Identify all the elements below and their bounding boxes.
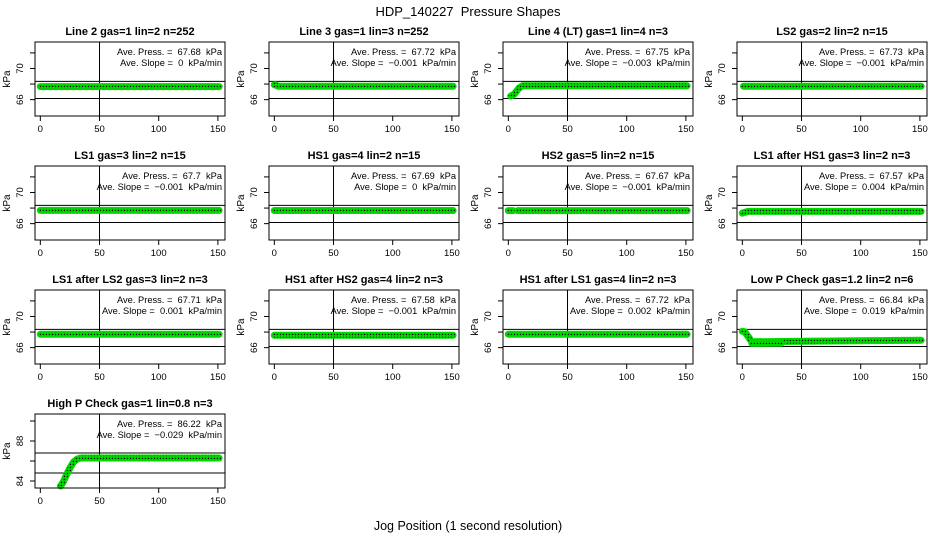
annotation-ave-slope: Ave. Slope = 0 kPa/min bbox=[120, 58, 222, 68]
x-tick-label: 100 bbox=[150, 496, 167, 507]
y-tick-label: 70 bbox=[483, 311, 494, 322]
panel-cell bbox=[468, 146, 702, 270]
x-tick-label: 50 bbox=[562, 124, 573, 135]
y-axis-title: kPa bbox=[2, 442, 13, 460]
panel-title: LS1 after HS1 gas=3 lin=2 n=3 bbox=[753, 150, 911, 162]
pressure-panel bbox=[0, 394, 234, 518]
pressure-panel bbox=[234, 146, 468, 270]
y-axis-title: kPa bbox=[2, 318, 13, 336]
data-series-dots bbox=[511, 86, 687, 96]
annotation-ave-slope: Ave. Slope = −0.001 kPa/min bbox=[96, 182, 222, 192]
x-tick-label: 50 bbox=[94, 496, 105, 507]
panel-cell bbox=[0, 270, 234, 394]
x-tick-label: 150 bbox=[209, 496, 226, 507]
x-tick-label: 50 bbox=[94, 372, 105, 383]
x-tick-label: 0 bbox=[739, 248, 745, 259]
x-tick-label: 50 bbox=[94, 124, 105, 135]
panel-cell bbox=[702, 146, 936, 270]
panel-title: Line 2 gas=1 lin=2 n=252 bbox=[65, 26, 195, 38]
panel-title: HS1 after HS2 gas=4 lin=2 n=3 bbox=[284, 274, 444, 286]
pressure-panel bbox=[0, 270, 234, 394]
panel-cell bbox=[234, 146, 468, 270]
panel-title: LS1 gas=3 lin=2 n=15 bbox=[74, 150, 186, 162]
x-tick-label: 150 bbox=[443, 124, 460, 135]
pressure-panel bbox=[702, 270, 936, 394]
y-tick-label: 66 bbox=[717, 218, 728, 229]
x-tick-label: 150 bbox=[677, 372, 694, 383]
x-tick-label: 50 bbox=[796, 124, 807, 135]
x-tick-label: 0 bbox=[271, 248, 277, 259]
annotation-ave-press: Ave. Press. = 67.71 kPa bbox=[117, 295, 222, 305]
x-tick-label: 50 bbox=[562, 248, 573, 259]
y-tick-label: 66 bbox=[15, 342, 26, 353]
x-tick-label: 100 bbox=[618, 372, 635, 383]
y-tick-label: 66 bbox=[249, 218, 260, 229]
pressure-panel bbox=[234, 22, 468, 146]
y-axis-title: kPa bbox=[470, 318, 481, 336]
pressure-panel bbox=[702, 22, 936, 146]
x-tick-label: 150 bbox=[911, 248, 928, 259]
y-tick-label: 84 bbox=[15, 475, 26, 487]
y-axis-title: kPa bbox=[704, 70, 715, 88]
panel-cell bbox=[702, 270, 936, 394]
annotation-ave-press: Ave. Press. = 67.72 kPa bbox=[585, 295, 690, 305]
panel-grid bbox=[0, 22, 936, 518]
y-axis-title: kPa bbox=[470, 194, 481, 212]
pressure-panel bbox=[0, 146, 234, 270]
x-tick-label: 150 bbox=[443, 372, 460, 383]
annotation-ave-press: Ave. Press. = 67.69 kPa bbox=[351, 171, 456, 181]
annotation-ave-press: Ave. Press. = 86.22 kPa bbox=[117, 419, 222, 429]
y-tick-label: 88 bbox=[15, 435, 26, 447]
panel-title: Low P Check gas=1.2 lin=2 n=6 bbox=[750, 274, 914, 286]
annotation-ave-press: Ave. Press. = 66.84 kPa bbox=[819, 295, 924, 305]
annotation-ave-press: Ave. Press. = 67.72 kPa bbox=[351, 47, 456, 57]
y-tick-label: 70 bbox=[483, 63, 494, 74]
x-tick-label: 50 bbox=[796, 372, 807, 383]
x-tick-label: 50 bbox=[328, 124, 339, 135]
x-tick-label: 150 bbox=[209, 372, 226, 383]
x-tick-label: 100 bbox=[384, 372, 401, 383]
y-axis-title: kPa bbox=[704, 318, 715, 336]
y-tick-label: 70 bbox=[249, 311, 260, 322]
y-tick-label: 70 bbox=[249, 187, 260, 198]
y-tick-label: 66 bbox=[483, 218, 494, 229]
panel-title: Line 4 (LT) gas=1 lin=4 n=3 bbox=[527, 26, 669, 38]
x-tick-label: 150 bbox=[443, 248, 460, 259]
annotation-ave-slope: Ave. Slope = 0.004 kPa/min bbox=[804, 182, 924, 192]
panel-title: High P Check gas=1 lin=0.8 n=3 bbox=[47, 398, 213, 410]
annotation-ave-slope: Ave. Slope = −0.001 kPa/min bbox=[330, 306, 456, 316]
annotation-ave-slope: Ave. Slope = −0.001 kPa/min bbox=[330, 58, 456, 68]
panel-cell bbox=[468, 270, 702, 394]
x-tick-label: 150 bbox=[911, 372, 928, 383]
y-tick-label: 70 bbox=[249, 63, 260, 74]
x-tick-label: 0 bbox=[37, 248, 43, 259]
y-tick-label: 66 bbox=[717, 342, 728, 353]
panel-cell bbox=[468, 22, 702, 146]
pressure-panel bbox=[468, 270, 702, 394]
x-tick-label: 100 bbox=[150, 124, 167, 135]
annotation-ave-press: Ave. Press. = 67.58 kPa bbox=[351, 295, 456, 305]
pressure-panel bbox=[0, 22, 234, 146]
panel-title: HS1 after LS1 gas=4 lin=2 n=3 bbox=[519, 274, 677, 286]
y-tick-label: 70 bbox=[717, 63, 728, 74]
annotation-ave-press: Ave. Press. = 67.73 kPa bbox=[819, 47, 924, 57]
pressure-panel bbox=[234, 270, 468, 394]
x-axis-label: Jog Position (1 second resolution) bbox=[373, 519, 563, 533]
x-tick-label: 0 bbox=[271, 372, 277, 383]
y-axis-title: kPa bbox=[236, 70, 247, 88]
x-tick-label: 0 bbox=[37, 496, 43, 507]
annotation-ave-slope: Ave. Slope = −0.001 kPa/min bbox=[798, 58, 924, 68]
x-tick-label: 150 bbox=[209, 124, 226, 135]
x-tick-label: 50 bbox=[796, 248, 807, 259]
x-tick-label: 100 bbox=[852, 372, 869, 383]
x-tick-label: 150 bbox=[677, 248, 694, 259]
panel-title: Line 3 gas=1 lin=3 n=252 bbox=[299, 26, 429, 38]
x-tick-label: 150 bbox=[677, 124, 694, 135]
x-tick-label: 0 bbox=[505, 372, 511, 383]
x-tick-label: 100 bbox=[150, 248, 167, 259]
x-tick-label: 50 bbox=[328, 248, 339, 259]
pressure-panel bbox=[468, 146, 702, 270]
y-tick-label: 66 bbox=[249, 94, 260, 105]
y-tick-label: 70 bbox=[15, 63, 26, 74]
x-tick-label: 0 bbox=[739, 124, 745, 135]
x-tick-label: 100 bbox=[384, 248, 401, 259]
data-series-dots bbox=[274, 85, 453, 87]
x-tick-label: 50 bbox=[94, 248, 105, 259]
y-tick-label: 70 bbox=[15, 187, 26, 198]
x-tick-label: 50 bbox=[328, 372, 339, 383]
y-tick-label: 66 bbox=[717, 94, 728, 105]
x-tick-label: 0 bbox=[505, 124, 511, 135]
y-axis-title: kPa bbox=[236, 318, 247, 336]
annotation-ave-press: Ave. Press. = 67.75 kPa bbox=[585, 47, 690, 57]
annotation-ave-slope: Ave. Slope = −0.001 kPa/min bbox=[564, 182, 690, 192]
y-axis-title: kPa bbox=[236, 194, 247, 212]
y-tick-label: 70 bbox=[483, 187, 494, 198]
panel-cell bbox=[0, 22, 234, 146]
x-tick-label: 100 bbox=[852, 248, 869, 259]
x-tick-label: 50 bbox=[562, 372, 573, 383]
x-tick-label: 100 bbox=[150, 372, 167, 383]
y-tick-label: 66 bbox=[15, 94, 26, 105]
y-tick-label: 66 bbox=[249, 342, 260, 353]
annotation-ave-slope: Ave. Slope = 0.002 kPa/min bbox=[570, 306, 690, 316]
y-axis-title: kPa bbox=[2, 70, 13, 88]
panel-cell bbox=[0, 394, 234, 518]
annotation-ave-press: Ave. Press. = 67.68 kPa bbox=[117, 47, 222, 57]
panel-cell bbox=[0, 146, 234, 270]
panel-title: LS2 gas=2 lin=2 n=15 bbox=[776, 26, 888, 38]
x-tick-label: 0 bbox=[37, 124, 43, 135]
x-tick-label: 100 bbox=[384, 124, 401, 135]
y-axis-title: kPa bbox=[2, 194, 13, 212]
panel-cell bbox=[702, 22, 936, 146]
annotation-ave-press: Ave. Press. = 67.67 kPa bbox=[585, 171, 690, 181]
pressure-panel bbox=[702, 146, 936, 270]
x-tick-label: 0 bbox=[37, 372, 43, 383]
panel-title: LS1 after LS2 gas=3 lin=2 n=3 bbox=[52, 274, 208, 286]
y-tick-label: 66 bbox=[483, 342, 494, 353]
panel-title: HS2 gas=5 lin=2 n=15 bbox=[541, 150, 655, 162]
data-series bbox=[61, 458, 220, 486]
x-tick-label: 150 bbox=[911, 124, 928, 135]
x-tick-label: 100 bbox=[618, 248, 635, 259]
panel-cell bbox=[234, 270, 468, 394]
y-tick-label: 70 bbox=[15, 311, 26, 322]
x-tick-label: 0 bbox=[505, 248, 511, 259]
x-tick-label: 0 bbox=[271, 124, 277, 135]
y-axis-title: kPa bbox=[470, 70, 481, 88]
data-series-dots bbox=[742, 211, 921, 213]
annotation-ave-slope: Ave. Slope = 0.019 kPa/min bbox=[804, 306, 924, 316]
panel-cell bbox=[234, 22, 468, 146]
y-tick-label: 66 bbox=[15, 218, 26, 229]
y-axis-title: kPa bbox=[704, 194, 715, 212]
panel-title: HS1 gas=4 lin=2 n=15 bbox=[307, 150, 421, 162]
annotation-ave-slope: Ave. Slope = 0.001 kPa/min bbox=[102, 306, 222, 316]
y-tick-label: 70 bbox=[717, 311, 728, 322]
data-series-dots bbox=[61, 458, 220, 486]
annotation-ave-press: Ave. Press. = 67.7 kPa bbox=[122, 171, 222, 181]
x-tick-label: 150 bbox=[209, 248, 226, 259]
annotation-ave-slope: Ave. Slope = −0.003 kPa/min bbox=[564, 58, 690, 68]
pressure-panel bbox=[468, 22, 702, 146]
x-tick-label: 100 bbox=[618, 124, 635, 135]
annotation-ave-press: Ave. Press. = 67.57 kPa bbox=[819, 171, 924, 181]
annotation-ave-slope: Ave. Slope = 0 kPa/min bbox=[354, 182, 456, 192]
y-tick-label: 66 bbox=[483, 94, 494, 105]
main-title: HDP_140227 Pressure Shapes bbox=[375, 4, 561, 19]
x-tick-label: 0 bbox=[739, 372, 745, 383]
y-tick-label: 70 bbox=[717, 187, 728, 198]
x-tick-label: 100 bbox=[852, 124, 869, 135]
annotation-ave-slope: Ave. Slope = −0.029 kPa/min bbox=[96, 430, 222, 440]
